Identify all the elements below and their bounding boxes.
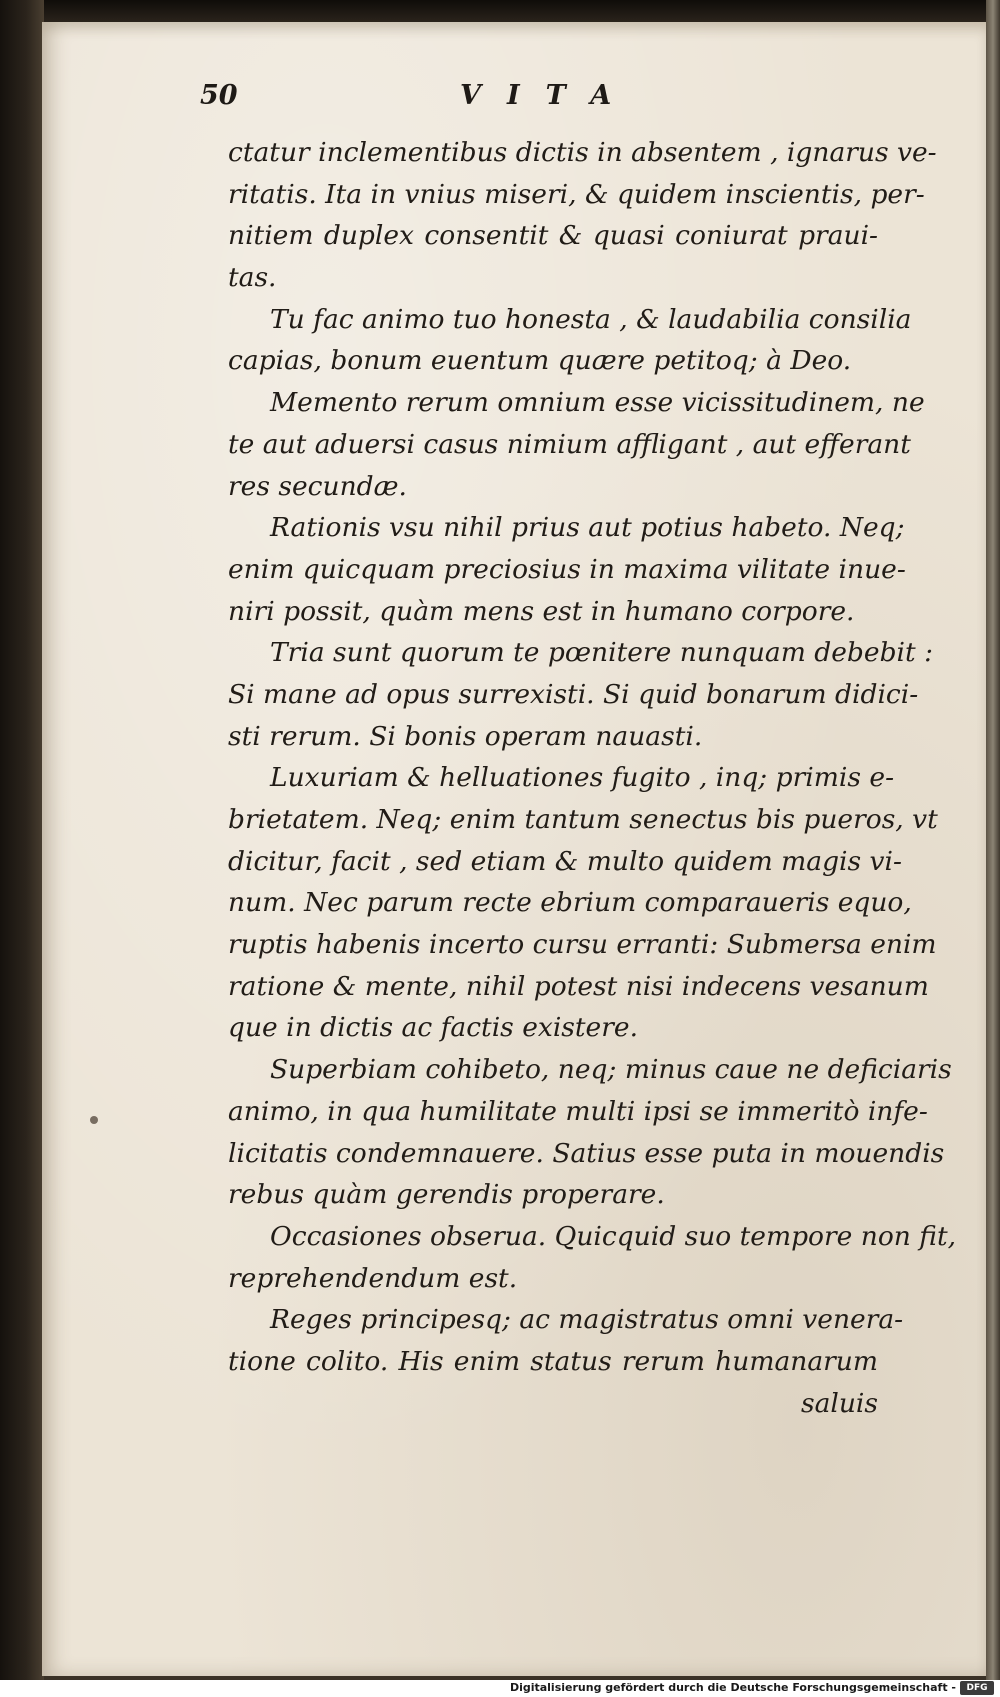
paragraph-start-line: Reges principesq; ac magistratus omni venera- xyxy=(270,1304,904,1336)
book-binding-edge xyxy=(0,0,44,1680)
text-line: ratione & mente, nihil potest nisi indecens vesanum xyxy=(228,970,929,1002)
dfg-logo: DFG xyxy=(960,1681,994,1695)
text-line: animo, in qua humilitate multi ipsi se immeritò infe- xyxy=(228,1095,928,1127)
paragraph-start-line: Rationis vsu nihil prius aut potius habeto. Neq; xyxy=(270,512,905,544)
text-line: ctatur inclementibus dictis in absentem , ignarus ve- xyxy=(228,137,937,168)
text-line: ritatis. Ita in vnius miseri, & quidem inscientis, per- xyxy=(228,178,925,210)
text-line: tione colito. His enim status rerum humanarum xyxy=(228,1345,878,1377)
paragraph-start-line: Memento rerum omnium esse vicissitudinem, ne xyxy=(270,387,925,419)
paragraph-start-line: Superbiam cohibeto, neq; minus caue ne deficiaris xyxy=(270,1054,952,1086)
text-line: rebus quàm gerendis properare. xyxy=(228,1179,665,1211)
paragraph-start-line: Occasiones obserua. Quicquid suo tempore non fit, xyxy=(270,1220,957,1252)
text-line: sti rerum. Si bonis operam nauasti. xyxy=(228,720,703,752)
text-line: tas. xyxy=(228,262,277,294)
text-line: capias, bonum euentum quære petitoq; à Deo. xyxy=(228,345,852,377)
text-line: brietatem. Neq; enim tantum senectus bis pueros, vt xyxy=(228,804,938,835)
catchword: saluis xyxy=(800,1387,878,1419)
text-line: te aut aduersi casus nimium affligant , aut efferant xyxy=(228,428,911,460)
text-line: res secundæ. xyxy=(228,470,407,502)
running-head xyxy=(200,80,880,120)
digitization-footer xyxy=(0,1680,1000,1697)
paragraph-start-line: Tria sunt quorum te pœnitere nunquam debebit : xyxy=(270,637,934,669)
text-line: enim quicquam preciosius in maxima vilitate inue- xyxy=(228,553,906,585)
text-line: num. Nec parum recte ebrium comparaueris equo, xyxy=(228,887,912,919)
paragraph-start-line: Tu fac animo tuo honesta , & laudabilia consilia xyxy=(270,303,912,335)
paragraph-start-line: Luxuriam & helluationes fugito , inq; primis e- xyxy=(270,762,895,794)
text-line: reprehendendum est. xyxy=(228,1262,518,1294)
paper-stain xyxy=(90,1116,98,1124)
funding-credit: Digitalisierung gefördert durch die Deutsche Forschungsgemeinschaft - xyxy=(509,1681,956,1694)
page-number: 50 xyxy=(200,80,238,111)
text-line: que in dictis ac factis existere. xyxy=(228,1012,638,1044)
main-text xyxy=(228,132,957,1424)
text-line: Si mane ad opus surrexisti. Si quid bonarum didici- xyxy=(228,678,919,710)
text-line: licitatis condemnauere. Satius esse puta in mouendis xyxy=(228,1137,945,1169)
text-line: nitiem duplex consentit & quasi coniurat praui- xyxy=(228,220,878,252)
text-line: ruptis habenis incerto cursu erranti: Submersa enim xyxy=(228,929,937,961)
book-fore-edge xyxy=(986,0,1000,1680)
text-line: dicitur, facit , sed etiam & multo quidem magis vi- xyxy=(228,845,902,877)
scan-top-edge xyxy=(0,0,1000,24)
running-head-title: VITA xyxy=(460,80,638,111)
text-line: niri possit, quàm mens est in humano corpore. xyxy=(228,595,855,627)
